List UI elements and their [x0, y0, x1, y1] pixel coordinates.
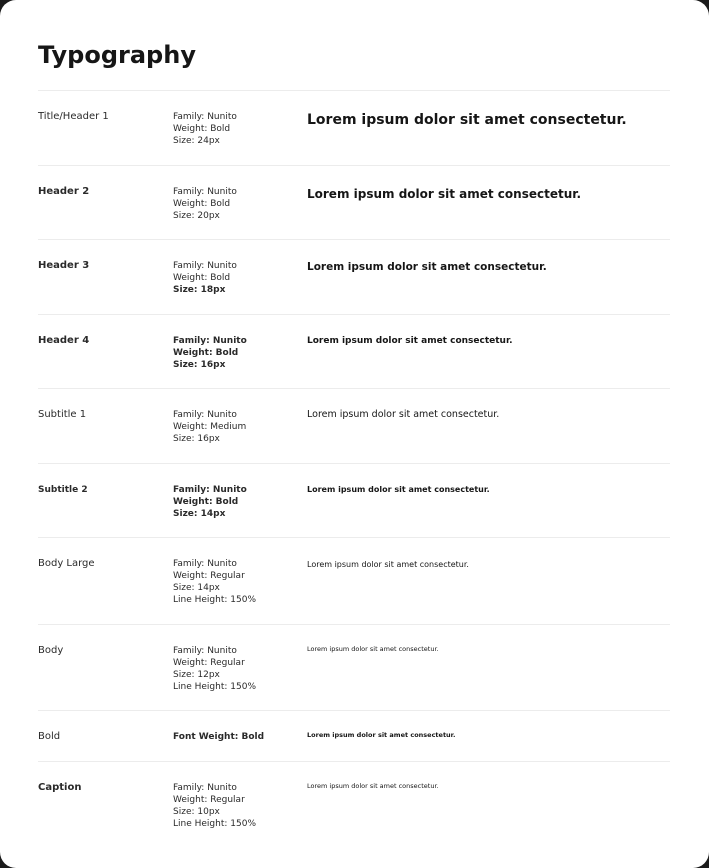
- style-specs: [173, 111, 237, 147]
- style-sample: Lorem ipsum dolor sit amet consectetur.: [307, 731, 456, 739]
- style-name: Title/Header 1: [38, 111, 109, 122]
- typography-table: [38, 90, 670, 841]
- style-name: Caption: [38, 782, 82, 793]
- typography-row-body: [38, 624, 670, 710]
- spec-size: Size: 16px: [173, 434, 220, 444]
- style-sample: Lorem ipsum dolor sit amet consectetur.: [307, 409, 500, 420]
- style-specs: [173, 260, 237, 296]
- typography-row-header-2: [38, 165, 670, 239]
- spec-size: Size: 14px: [173, 583, 220, 593]
- typography-row-bold: [38, 710, 670, 761]
- style-name: Header 2: [38, 186, 90, 197]
- spec-weight: Weight: Medium: [173, 422, 247, 432]
- style-name: Bold: [38, 731, 61, 742]
- spec-size: Size: 20px: [173, 211, 220, 221]
- spec-size: Size: 14px: [173, 509, 226, 519]
- style-sample: Lorem ipsum dolor sit amet consectetur.: [307, 485, 490, 494]
- style-specs: [173, 558, 256, 606]
- spec-family: Family: Nunito: [173, 410, 237, 420]
- spec-family: Family: Nunito: [173, 187, 237, 197]
- style-name: Subtitle 1: [38, 409, 87, 420]
- spec-line-height: Line Height: 150%: [173, 595, 256, 605]
- spec-family: Family: Nunito: [173, 485, 247, 495]
- style-specs: [173, 782, 256, 830]
- style-specs: [173, 731, 264, 743]
- style-specs: [173, 186, 237, 222]
- style-name: Header 4: [38, 335, 90, 346]
- spec-family: Family: Nunito: [173, 112, 237, 122]
- spec-weight: Weight: Bold: [173, 348, 239, 358]
- style-sample: Lorem ipsum dolor sit amet consectetur.: [307, 261, 547, 273]
- spec-size: Size: 12px: [173, 670, 220, 680]
- style-specs: [173, 484, 247, 520]
- style-name: Header 3: [38, 260, 90, 271]
- spec-weight: Weight: Bold: [173, 497, 239, 507]
- style-sample: Lorem ipsum dolor sit amet consectetur.: [307, 782, 439, 790]
- style-sample: Lorem ipsum dolor sit amet consectetur.: [307, 187, 582, 201]
- typography-row-subtitle-2: [38, 463, 670, 537]
- typography-row-caption: [38, 761, 670, 841]
- style-specs: [173, 409, 246, 445]
- spec-line-height: Line Height: 150%: [173, 682, 256, 692]
- spec-weight: Weight: Regular: [173, 795, 245, 805]
- spec-weight: Font Weight: Bold: [173, 732, 265, 742]
- typography-row-subtitle-1: [38, 388, 670, 463]
- style-specs: [173, 335, 247, 371]
- spec-family: Family: Nunito: [173, 783, 237, 793]
- typography-row-title-header-1: [38, 90, 670, 165]
- spec-weight: Weight: Bold: [173, 199, 231, 209]
- style-specs: [173, 645, 256, 693]
- typography-row-header-4: [38, 314, 670, 388]
- style-name: Subtitle 2: [38, 485, 88, 495]
- typography-row-body-large: [38, 537, 670, 624]
- spec-size: Size: 18px: [173, 285, 226, 295]
- style-sample: Lorem ipsum dolor sit amet consectetur.: [307, 560, 469, 569]
- spec-family: Family: Nunito: [173, 336, 247, 346]
- spec-weight: Weight: Regular: [173, 658, 245, 668]
- spec-line-height: Line Height: 150%: [173, 819, 256, 829]
- style-sample: Lorem ipsum dolor sit amet consectetur.: [307, 336, 513, 346]
- spec-weight: Weight: Regular: [173, 571, 245, 581]
- typography-row-header-3: [38, 239, 670, 314]
- spec-size: Size: 24px: [173, 136, 220, 146]
- style-name: Body Large: [38, 558, 95, 569]
- style-sample: Lorem ipsum dolor sit amet consectetur.: [307, 645, 439, 653]
- style-sample: Lorem ipsum dolor sit amet consectetur.: [307, 112, 627, 128]
- style-name: Body: [38, 645, 64, 656]
- spec-family: Family: Nunito: [173, 646, 237, 656]
- spec-family: Family: Nunito: [173, 261, 237, 271]
- spec-size: Size: 16px: [173, 360, 226, 370]
- spec-weight: Weight: Bold: [173, 273, 231, 283]
- spec-family: Family: Nunito: [173, 559, 237, 569]
- page-title: Typography: [38, 41, 196, 69]
- spec-weight: Weight: Bold: [173, 124, 231, 134]
- spec-size: Size: 10px: [173, 807, 220, 817]
